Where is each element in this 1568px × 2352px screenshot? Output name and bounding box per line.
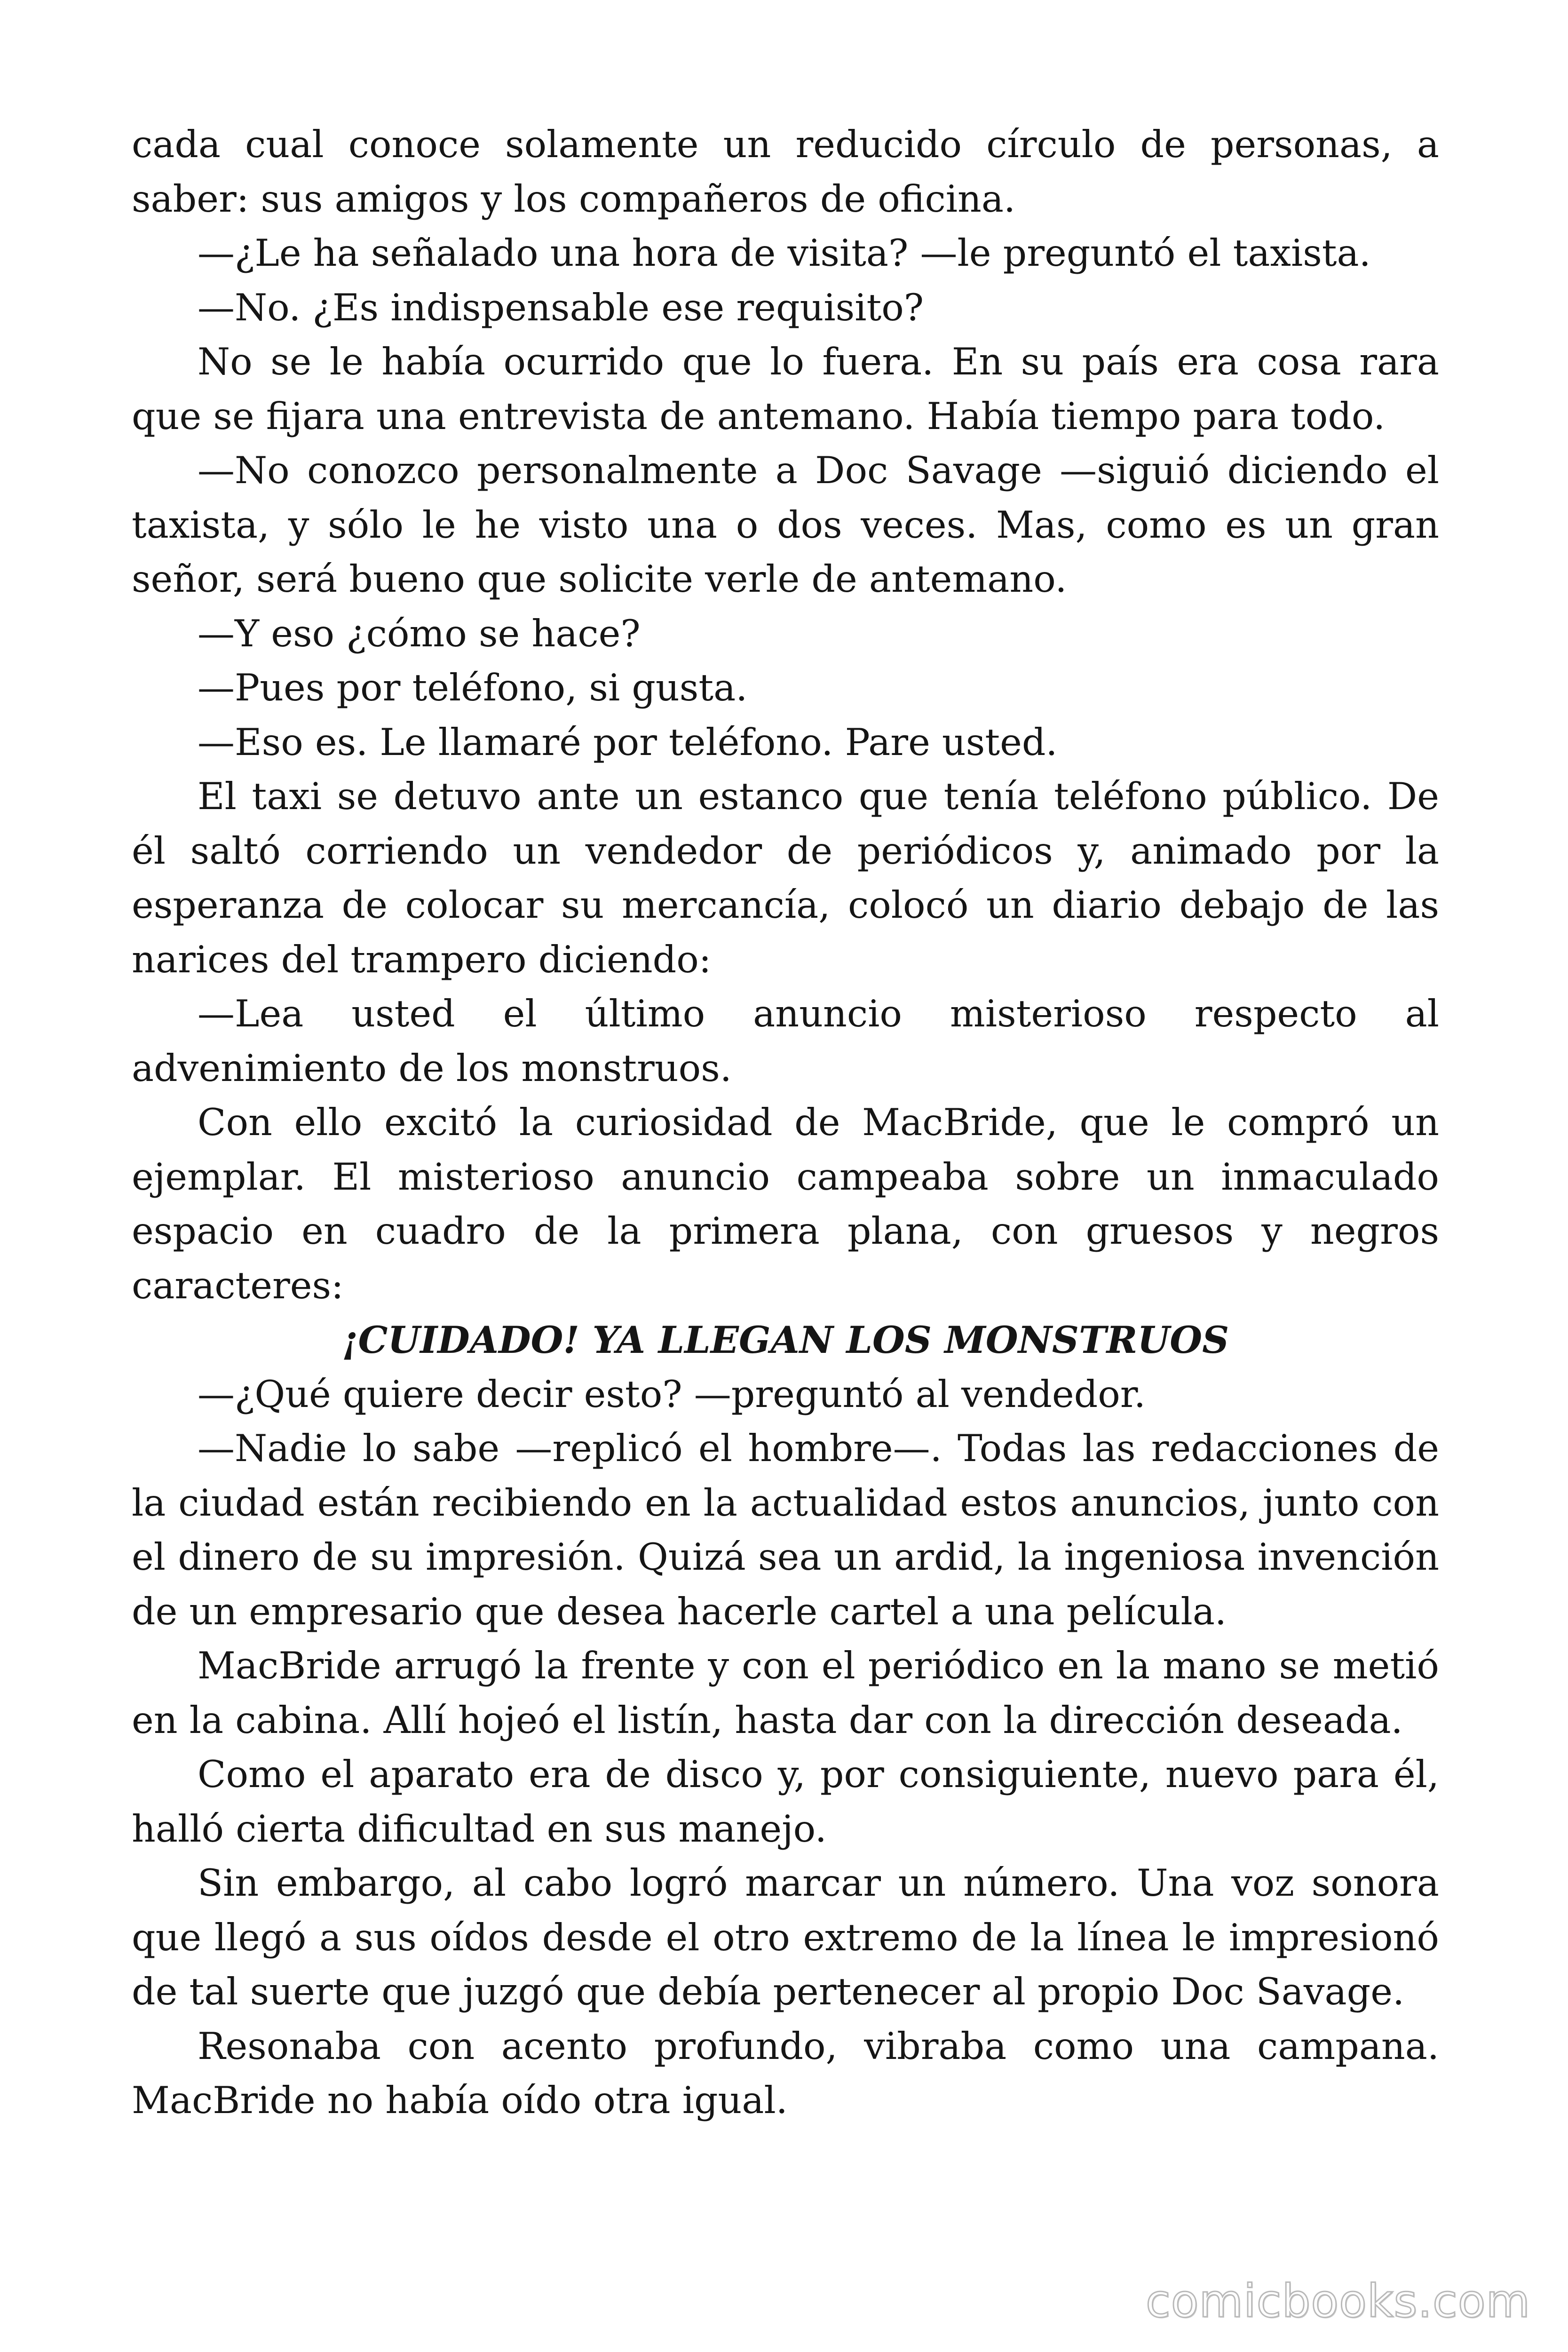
paragraph: MacBride arrugó la frente y con el periódico en la mano se metió en la cabina. Allí hojeó el listín, hasta dar con la dirección deseada. [132,1644,1439,1742]
paragraph: —Pues por teléfono, si gusta. [198,666,748,709]
paragraph: No se le había ocurrido que lo fuera. En su país era cosa rara que se fijara una entrevista de antemano. Había tiempo para todo. [132,340,1439,438]
paragraph: —Nadie lo sabe —replicó el hombre—. Todas las redacciones de la ciudad están recibiendo en la actualidad estos anuncios, junto con el dinero de su impresión. Quizá sea un ardid, la ingeniosa invención de un empresario que desea hacerle cartel a una película. [132,1427,1439,1633]
paragraph: —¿Qué quiere decir esto? —preguntó al vendedor. [198,1372,1146,1416]
paragraph: Como el aparato era de disco y, por consiguiente, nuevo para él, halló cierta dificultad en sus manejo. [132,1753,1439,1851]
paragraph: —Y eso ¿cómo se hace? [198,612,641,655]
paragraph: —Lea usted el último anuncio misterioso respecto al advenimiento de los monstruos. [132,992,1439,1090]
body-text [132,118,1439,2128]
paragraph: cada cual conoce solamente un reducido círculo de personas, a saber: sus amigos y los compañeros de oficina. [132,123,1439,221]
paragraph: El taxi se detuvo ante un estanco que tenía teléfono público. De él saltó corriendo un vendedor de periódicos y, animado por la esperanza de colocar su mercancía, colocó un diario debajo de las narices del trampero diciendo: [132,775,1439,981]
advertisement-heading: ¡CUIDADO! YA LLEGAN LOS MONSTRUOS [341,1318,1229,1362]
paragraph: Sin embargo, al cabo logró marcar un número. Una voz sonora que llegó a sus oídos desde el otro extremo de la línea le impresionó de tal suerte que juzgó que debía pertenecer al propio Doc Savage. [132,1861,1439,2013]
paragraph: Resonaba con acento profundo, vibraba como una campana. MacBride no había oído otra igual. [132,2024,1439,2122]
paragraph: —No. ¿Es indispensable ese requisito? [198,286,924,329]
paragraph: Con ello excitó la curiosidad de MacBride, que le compró un ejemplar. El misterioso anuncio campeaba sobre un inmaculado espacio en cuadro de la primera plana, con gruesos y negros caracteres: [132,1101,1439,1307]
paragraph: —No conozco personalmente a Doc Savage —siguió diciendo el taxista, y sólo le he visto una o dos veces. Mas, como es un gran señor, será bueno que solicite verle de antemano. [132,449,1439,601]
paragraph: —Eso es. Le llamaré por teléfono. Pare usted. [198,720,1058,764]
paragraph: —¿Le ha señalado una hora de visita? —le preguntó el taxista. [198,231,1371,275]
watermark: comicbooks.com [1145,2275,1530,2328]
